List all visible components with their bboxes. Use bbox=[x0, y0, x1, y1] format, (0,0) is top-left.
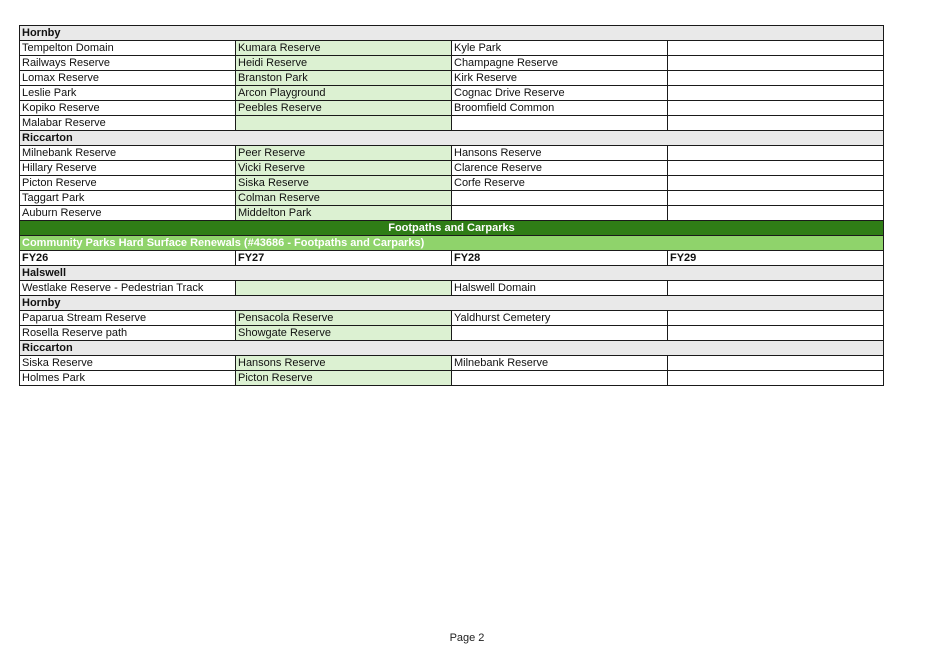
table-cell: Picton Reserve bbox=[236, 371, 452, 386]
table-cell: Malabar Reserve bbox=[20, 116, 236, 131]
table-cell: Halswell Domain bbox=[452, 281, 668, 296]
table-cell bbox=[452, 116, 668, 131]
table-cell: Siska Reserve bbox=[236, 176, 452, 191]
table-cell bbox=[668, 326, 884, 341]
fy-header: FY28 bbox=[452, 251, 668, 266]
table-row bbox=[20, 71, 884, 86]
table-cell: Milnebank Reserve bbox=[20, 146, 236, 161]
table-cell: Railways Reserve bbox=[20, 56, 236, 71]
table-cell bbox=[452, 326, 668, 341]
subheader-title: Community Parks Hard Surface Renewals (#43686 - Footpaths and Carparks) bbox=[20, 236, 884, 251]
banner-row bbox=[20, 221, 884, 236]
table-row bbox=[20, 206, 884, 221]
table-cell: Taggart Park bbox=[20, 191, 236, 206]
table-cell: Showgate Reserve bbox=[236, 326, 452, 341]
table-cell: Hillary Reserve bbox=[20, 161, 236, 176]
table-cell: Champagne Reserve bbox=[452, 56, 668, 71]
table-cell: Branston Park bbox=[236, 71, 452, 86]
table-cell: Vicki Reserve bbox=[236, 161, 452, 176]
table-cell: Colman Reserve bbox=[236, 191, 452, 206]
table-cell: Peer Reserve bbox=[236, 146, 452, 161]
page-footer: Page 2 bbox=[449, 632, 485, 644]
section-header-row bbox=[20, 26, 884, 41]
table-cell bbox=[668, 191, 884, 206]
section-title: Halswell bbox=[20, 266, 884, 281]
table-cell: Cognac Drive Reserve bbox=[452, 86, 668, 101]
fy-header: FY27 bbox=[236, 251, 452, 266]
table-cell: Kopiko Reserve bbox=[20, 101, 236, 116]
table-cell bbox=[668, 86, 884, 101]
table-cell: Picton Reserve bbox=[20, 176, 236, 191]
table-row bbox=[20, 116, 884, 131]
table-cell: Holmes Park bbox=[20, 371, 236, 386]
table-cell bbox=[668, 116, 884, 131]
table-cell: Pensacola Reserve bbox=[236, 311, 452, 326]
table-cell bbox=[668, 41, 884, 56]
table-cell: Heidi Reserve bbox=[236, 56, 452, 71]
table-row bbox=[20, 101, 884, 116]
table-cell bbox=[452, 206, 668, 221]
fy-header: FY26 bbox=[20, 251, 236, 266]
fy-header-row bbox=[20, 251, 884, 266]
table-cell: Middelton Park bbox=[236, 206, 452, 221]
table-cell bbox=[236, 116, 452, 131]
table-row bbox=[20, 371, 884, 386]
table-row bbox=[20, 356, 884, 371]
table-row bbox=[20, 176, 884, 191]
table-cell: Hansons Reserve bbox=[452, 146, 668, 161]
section-header-row bbox=[20, 131, 884, 146]
table-row bbox=[20, 161, 884, 176]
table-cell: Milnebank Reserve bbox=[452, 356, 668, 371]
table-cell bbox=[668, 176, 884, 191]
renewals-table bbox=[19, 25, 884, 386]
section-title: Hornby bbox=[20, 296, 884, 311]
table-cell: Broomfield Common bbox=[452, 101, 668, 116]
section-header-row bbox=[20, 341, 884, 356]
table-cell: Rosella Reserve path bbox=[20, 326, 236, 341]
table-cell bbox=[668, 101, 884, 116]
table-cell: Lomax Reserve bbox=[20, 71, 236, 86]
table-cell: Kirk Reserve bbox=[452, 71, 668, 86]
table-cell bbox=[668, 371, 884, 386]
section-header-row bbox=[20, 266, 884, 281]
table-cell bbox=[668, 206, 884, 221]
table-cell: Kumara Reserve bbox=[236, 41, 452, 56]
table-cell bbox=[668, 161, 884, 176]
table-cell: Peebles Reserve bbox=[236, 101, 452, 116]
table-cell: Paparua Stream Reserve bbox=[20, 311, 236, 326]
table-cell bbox=[668, 281, 884, 296]
table-cell bbox=[668, 56, 884, 71]
table-cell: Siska Reserve bbox=[20, 356, 236, 371]
subheader-row bbox=[20, 236, 884, 251]
section-title: Hornby bbox=[20, 26, 884, 41]
table-row bbox=[20, 326, 884, 341]
table-row bbox=[20, 311, 884, 326]
table-cell bbox=[668, 146, 884, 161]
table-cell bbox=[668, 311, 884, 326]
table-row bbox=[20, 86, 884, 101]
section-title: Riccarton bbox=[20, 131, 884, 146]
banner-title: Footpaths and Carparks bbox=[20, 221, 884, 236]
fy-header: FY29 bbox=[668, 251, 884, 266]
table-row bbox=[20, 56, 884, 71]
section-title: Riccarton bbox=[20, 341, 884, 356]
table-cell: Arcon Playground bbox=[236, 86, 452, 101]
table-cell: Clarence Reserve bbox=[452, 161, 668, 176]
table-cell bbox=[452, 191, 668, 206]
table-row bbox=[20, 41, 884, 56]
table-cell bbox=[452, 371, 668, 386]
table-cell: Leslie Park bbox=[20, 86, 236, 101]
table-cell: Westlake Reserve - Pedestrian Track bbox=[20, 281, 236, 296]
table-cell bbox=[236, 281, 452, 296]
section-header-row bbox=[20, 296, 884, 311]
table-cell: Hansons Reserve bbox=[236, 356, 452, 371]
table-row bbox=[20, 281, 884, 296]
table-row bbox=[20, 146, 884, 161]
table-cell: Corfe Reserve bbox=[452, 176, 668, 191]
table-cell: Kyle Park bbox=[452, 41, 668, 56]
table-cell: Tempelton Domain bbox=[20, 41, 236, 56]
table-cell: Yaldhurst Cemetery bbox=[452, 311, 668, 326]
table-cell: Auburn Reserve bbox=[20, 206, 236, 221]
table-cell bbox=[668, 71, 884, 86]
table-cell bbox=[668, 356, 884, 371]
table-row bbox=[20, 191, 884, 206]
